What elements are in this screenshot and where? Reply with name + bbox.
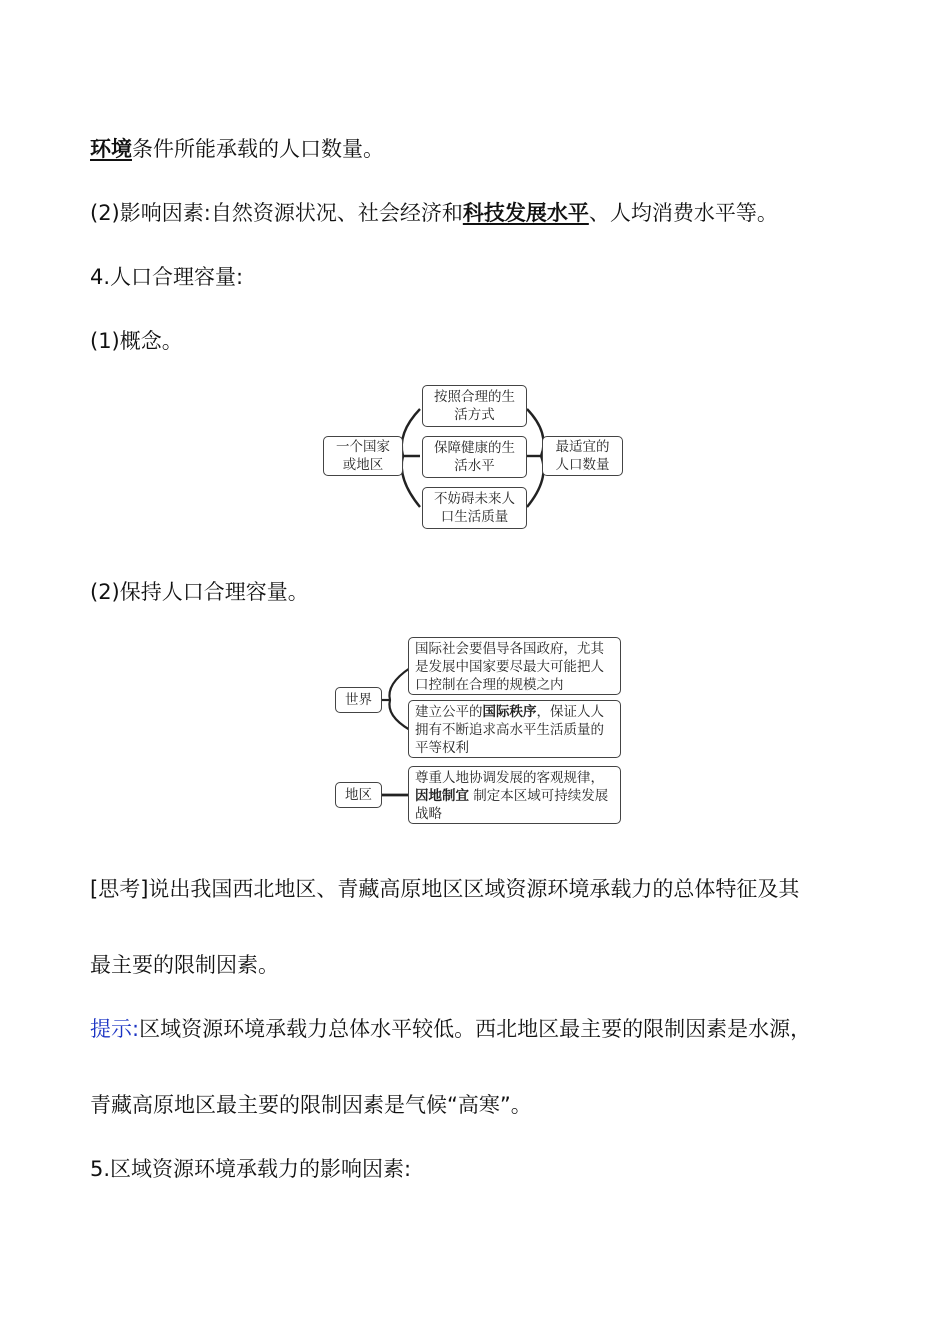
diagram1-item-2: 保障健康的生活水平	[422, 436, 527, 478]
diagram1-item-3: 不妨碍未来人口生活质量	[422, 487, 527, 529]
world-item-1: 国际社会要倡导各国政府，尤其是发展中国家要尽最大可能把人口控制在合理的规模之内	[408, 637, 621, 695]
world-label-box: 世界	[335, 687, 382, 713]
diagram1-right-box: 最适宜的人口数量	[542, 436, 623, 476]
region-label-box: 地区	[335, 782, 382, 808]
world-item-2: 建立公平的国际秩序，保证人人拥有不断追求高水平生活质量的平等权利	[408, 700, 621, 758]
heading-4-1: (1)概念。	[90, 329, 183, 353]
paragraph-carrying-capacity-end: 环境条件所能承载的人口数量。	[90, 137, 384, 161]
bold-term-technology: 科技发展水平	[462, 201, 589, 225]
heading-5: 5.区域资源环境承载力的影响因素:	[90, 1157, 412, 1181]
region-item: 尊重人地协调发展的客观规律，因地制宜 制定本区域可持续发展战略	[408, 766, 621, 824]
hint-label: 提示:	[90, 1017, 140, 1041]
bold-term-environment: 环境	[90, 137, 132, 161]
heading-4: 4.人口合理容量:	[90, 265, 244, 289]
diagram1-left-box: 一个国家或地区	[323, 436, 403, 476]
think-question-line-1: [思考]说出我国西北地区、青藏高原地区区域资源环境承载力的总体特征及其	[90, 877, 800, 901]
think-question-line-2: 最主要的限制因素。	[90, 953, 279, 977]
diagram1-item-1: 按照合理的生活方式	[422, 385, 527, 427]
paragraph-influencing-factors: (2)影响因素:自然资源状况、社会经济和科技发展水平、人均消费水平等。	[90, 201, 778, 225]
heading-4-2: (2)保持人口合理容量。	[90, 580, 309, 604]
hint-line-2: 青藏高原地区最主要的限制因素是气候“高寒”。	[90, 1093, 532, 1117]
hint-line-1: 提示:区域资源环境承载力总体水平较低。西北地区最主要的限制因素是水源，	[90, 1017, 812, 1041]
